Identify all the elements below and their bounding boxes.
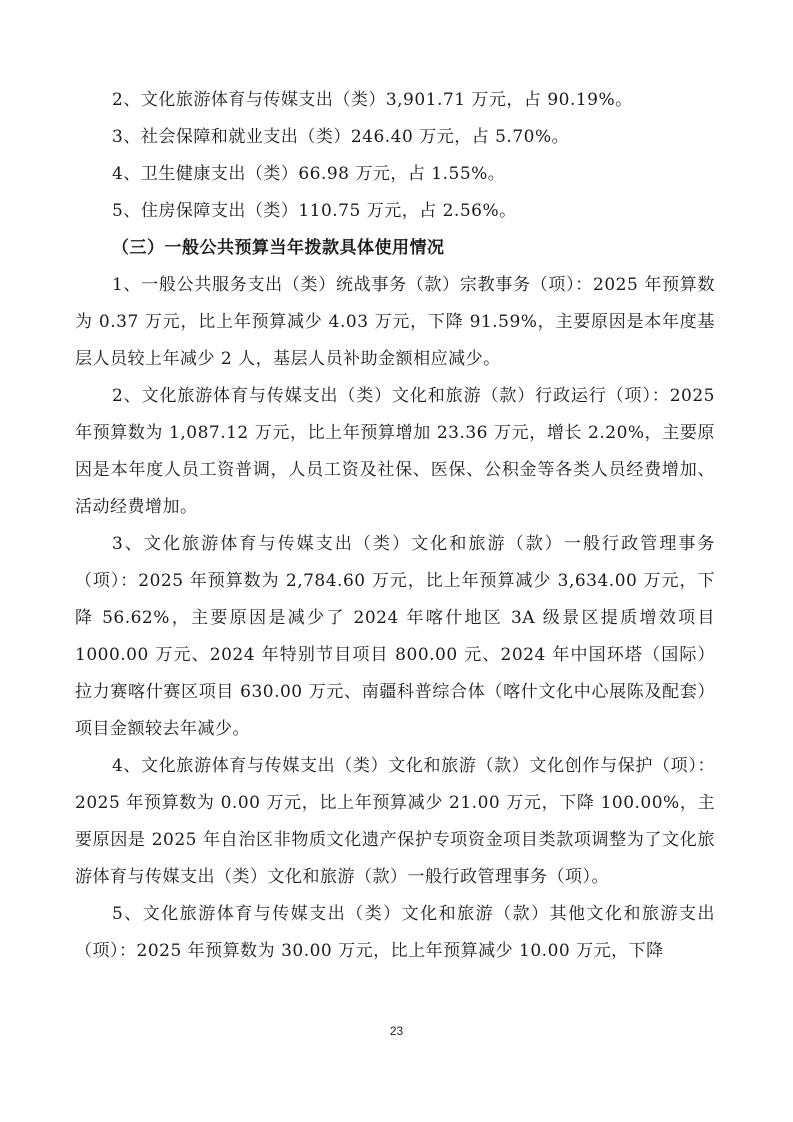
section-heading: （三）一般公共预算当年拨款具体使用情况 [112,238,445,258]
paragraph-item-2: 2、文化旅游体育与传媒支出（类）3,901.71 万元，占 90.19%。 [112,90,633,110]
paragraph-usage-5: 5、文化旅游体育与传媒支出（类）文化和旅游（款）其他文化和旅游支出（项）：2025 年预算数为 30.00 万元，比上年预算减少 10.00 万元，下降 [75,904,715,961]
page-number: 23 [389,1024,404,1038]
paragraph-usage-2: 2、文化旅游体育与传媒支出（类）文化和旅游（款）行政运行（项）：2025 年预算数为 1,087.12 万元，比上年预算增加 23.36 万元，增长 2.20%，主要原因是本年度人员工资普调，人员工资及社保、医保、公积金等各类人员经费增加、活动经费增加。 [75,386,715,517]
document-body [75,82,715,970]
paragraph-item-5: 5、住房保障支出（类）110.75 万元，占 2.56%。 [112,201,517,221]
paragraph-usage-1: 1、一般公共服务支出（类）统战事务（款）宗教事务（项）：2025 年预算数为 0.37 万元，比上年预算减少 4.03 万元，下降 91.59%，主要原因是本年度基层人员较上年减少 2 人，基层人员补助金额相应减少。 [75,275,715,369]
paragraph-item-4: 4、卫生健康支出（类）66.98 万元，占 1.55%。 [112,164,506,184]
paragraph-usage-4: 4、文化旅游体育与传媒支出（类）文化和旅游（款）文化创作与保护（项）：2025 年预算数为 0.00 万元，比上年预算减少 21.00 万元，下降 100.00%，主要原因是 2025 年自治区非物质文化遗产保护专项资金项目类款项调整为了文化旅游体育与传媒支出（类）文化和旅游（款）一般行政管理事务（项）。 [75,756,715,887]
paragraph-usage-3: 3、文化旅游体育与传媒支出（类）文化和旅游（款）一般行政管理事务（项）：2025 年预算数为 2,784.60 万元，比上年预算减少 3,634.00 万元，下降 56.62%，主要原因是减少了 2024 年喀什地区 3A 级景区提质增效项目 1000.00 万元、2024 年特别节目项目 800.00 元、2024 年中国环塔（国际）拉力赛喀什赛区项目 630.00 万元、南疆科普综合体（喀什文化中心展陈及配套）项目金额较去年减少。 [75,534,715,739]
paragraph-item-3: 3、社会保障和就业支出（类）246.40 万元，占 5.70%。 [112,127,570,147]
